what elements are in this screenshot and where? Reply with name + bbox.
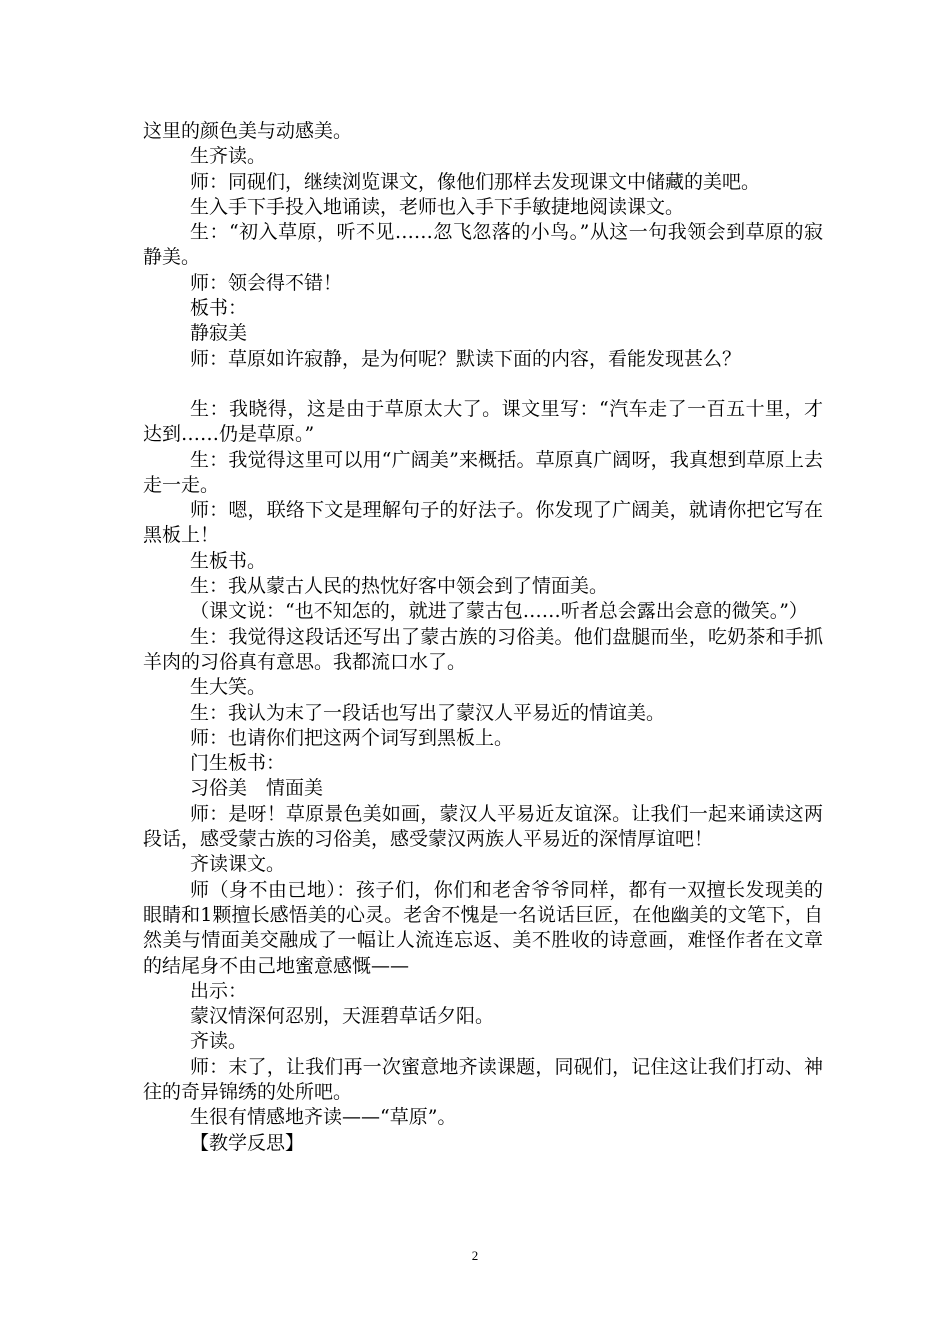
paragraph: 生：我认为末了一段话也写出了蒙汉人平易近的情谊美。: [190, 701, 666, 724]
paragraph: 师：嗯，联络下文是理解句子的好法子。你发现了广阔美，就请你把它写在黑板上！: [143, 499, 823, 547]
paragraph: 师：同砚们，继续浏览课文，像他们那样去发现课文中储藏的美吧。: [190, 170, 761, 193]
paragraph: 蒙汉情深何忍别，天涯碧草话夕阳。: [190, 1005, 495, 1028]
paragraph: 生很有情感地齐读——“草原”。: [190, 1106, 457, 1129]
paragraph: 生：我觉得这段话还写出了蒙古族的习俗美。他们盘腿而坐，吃奶茶和手抓羊肉的习俗真有意思。我都流口水了。: [143, 625, 823, 673]
paragraph: 师：是呀！草原景色美如画，蒙汉人平易近友谊深。让我们一起来诵读这两段话，感受蒙古族的习俗美，感受蒙汉两族人平易近的深情厚谊吧！: [143, 802, 823, 851]
paragraph: （课文说：“也不知怎的，就进了蒙古包……听者总会露出会意的微笑。”）: [190, 600, 808, 623]
blank-line: [143, 372, 823, 397]
paragraph: 习俗美 情面美: [190, 777, 324, 800]
paragraph: 板书：: [190, 297, 248, 320]
paragraph: 生大笑。: [190, 676, 267, 699]
paragraph: 生：“初入草原，听不见……忽飞忽落的小鸟。”从这一句我领会到草原的寂静美。: [143, 221, 823, 269]
paragraph: 静寂美: [190, 322, 248, 345]
paragraph: 生齐读。: [190, 145, 267, 168]
paragraph: 齐读。: [190, 1030, 248, 1053]
page-number: 2: [471, 1248, 479, 1263]
paragraph: 生板书。: [190, 549, 267, 572]
paragraph: 师：领会得不错！: [190, 271, 343, 294]
paragraph: 这里的颜色美与动感美。: [143, 120, 353, 142]
paragraph: 生：我从蒙古人民的热忱好客中领会到了情面美。: [190, 575, 609, 598]
paragraph: 生入手下手投入地诵读，老师也入手下手敏捷地阅读课文。: [190, 195, 685, 218]
paragraph: 师（身不由已地）：孩子们，你们和老舍爷爷同样，都有一双擅长发现美的眼睛和1颗擅长感悟美的心灵。老舍不愧是一名说话巨匠，在他幽美的文笔下，自然美与情面美交融成了一幅让人流连忘返、美不胜收的诗意画，难怪作者在文章的结尾身不由己地蜜意感慨——: [143, 878, 823, 977]
document-body: [143, 119, 823, 1156]
paragraph: 出示：: [190, 979, 248, 1002]
paragraph: 师：也请你们把这两个词写到黑板上。: [190, 726, 514, 749]
paragraph: 生：我晓得，这是由于草原太大了。课文里写：“汽车走了一百五十里，才达到……仍是草原。”: [143, 397, 823, 446]
section-heading: 【教学反思】: [190, 1131, 305, 1154]
paragraph: 师：末了，让我们再一次蜜意地齐读课题，同砚们，记住这让我们打动、神往的奇异锦绣的处所吧。: [143, 1055, 823, 1103]
paragraph: 生：我觉得这里可以用“广阔美”来概括。草原真广阔呀，我真想到草原上去走一走。: [143, 448, 823, 496]
paragraph: 师：草原如许寂静，是为何呢？默读下面的内容，看能发现甚么？: [190, 347, 742, 370]
paragraph: 齐读课文。: [190, 853, 286, 876]
paragraph: 门生板书：: [190, 752, 286, 775]
